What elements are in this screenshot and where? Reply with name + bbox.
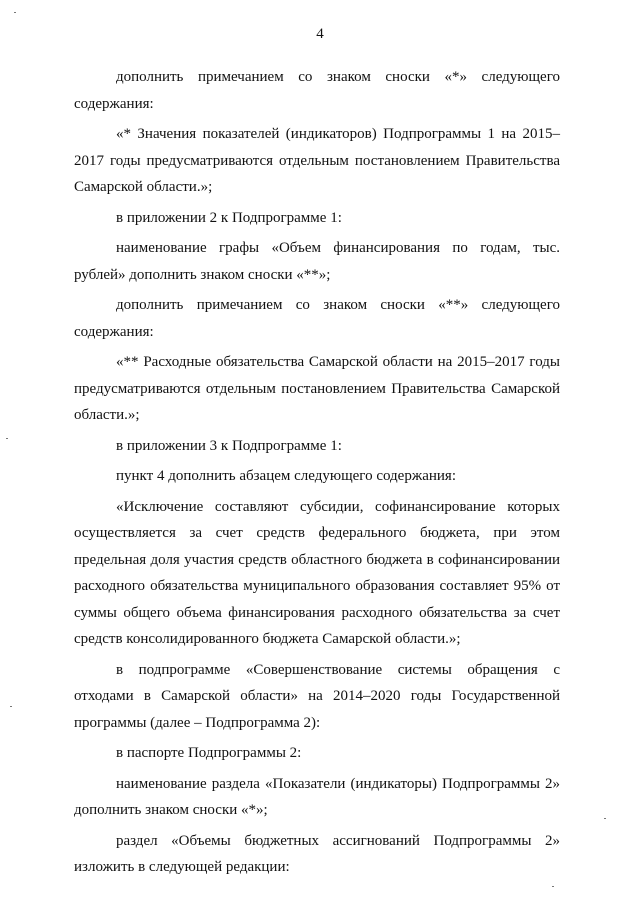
scan-speck (604, 818, 606, 819)
paragraph: «** Расходные обязательства Самарской области на 2015–2017 годы предусматриваются отдельным постановлением Правительства Самарской области.»; (74, 354, 560, 423)
paragraph: наименование графы «Объем финансирования по годам, тыс. рублей» дополнить знаком сноски «**»; (74, 240, 560, 283)
document-body (74, 64, 560, 885)
paragraph: раздел «Объемы бюджетных ассигнований Подпрограммы 2» изложить в следующей редакции: (74, 832, 560, 875)
paragraph: пункт 4 дополнить абзацем следующего содержания: (116, 468, 456, 484)
paragraph: «Исключение составляют субсидии, софинансирование которых осуществляется за счет средств федерального бюджета, при этом предельная доля участия средств областного бюджета в софинансировании расходного обязательства муниципального образования составляет 95% от суммы общего объема финансирования расходного обязательства за счет средств консолидированного бюджета Самарской области.»; (74, 498, 560, 647)
paragraph: в приложении 2 к Подпрограмме 1: (116, 209, 342, 226)
paragraph: «* Значения показателей (индикаторов) Подпрограммы 1 на 2015–2017 годы предусматриваются отдельным постановлением Правительства Самарской области.»; (74, 126, 560, 195)
paragraph: в паспорте Подпрограммы 2: (116, 745, 302, 761)
paragraph: наименование раздела «Показатели (индикаторы) Подпрограммы 2» дополнить знаком сноски «*»; (74, 775, 560, 818)
paragraph: в подпрограмме «Совершенствование системы обращения с отходами в Самарской области» на 2014–2020 годы Государственной программы (далее – Подпрограмма 2): (74, 661, 560, 731)
page-number: 4 (316, 26, 324, 42)
scan-speck (552, 886, 554, 887)
scan-speck (6, 438, 8, 439)
scan-speck (10, 706, 12, 707)
scan-speck (14, 12, 16, 13)
paragraph: дополнить примечанием со знаком сноски «**» следующего содержания: (74, 297, 560, 340)
paragraph: в приложении 3 к Подпрограмме 1: (116, 437, 342, 454)
paragraph: дополнить примечанием со знаком сноски «*» следующего содержания: (74, 69, 560, 112)
